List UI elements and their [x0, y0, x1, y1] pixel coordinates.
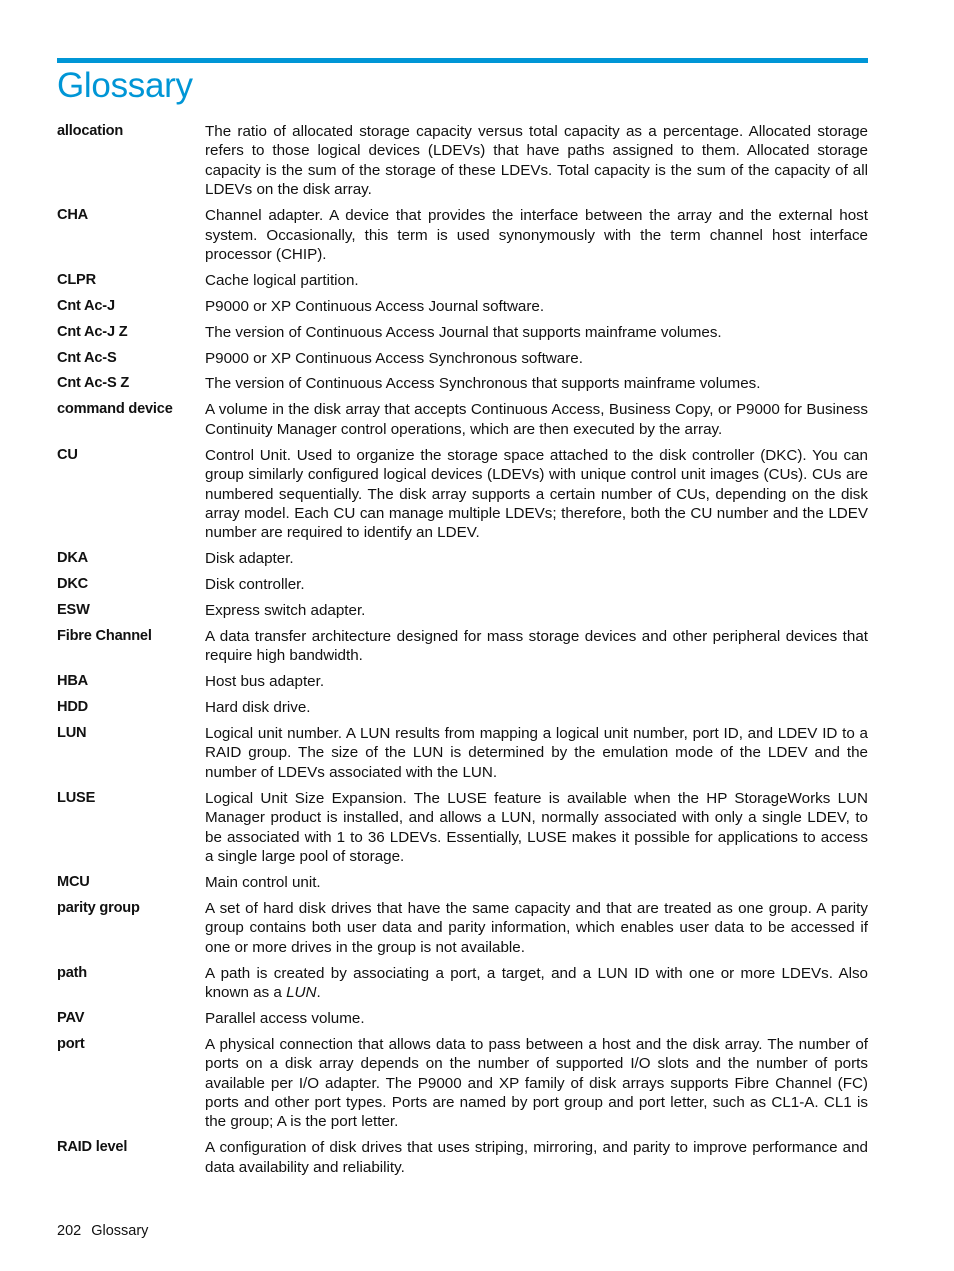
glossary-definition: Host bus adapter.: [205, 673, 325, 691]
glossary-term: Cnt Ac-S Z: [57, 375, 130, 392]
glossary-definition: Channel adapter. A device that provides the interface between the array and the external host system. Occasionally, this term is used synonymously with the term channel host interface processor (CHIP).: [205, 207, 868, 263]
glossary-term: RAID level: [57, 1139, 128, 1156]
glossary-term: CHA: [57, 207, 89, 224]
glossary-entry: [57, 122, 868, 200]
glossary-term: CU: [57, 446, 78, 463]
glossary-entry: [57, 1009, 868, 1028]
glossary-entry: [57, 549, 868, 568]
glossary-entry: [57, 698, 868, 717]
glossary-entry: [57, 297, 868, 316]
page-footer: [57, 1222, 148, 1241]
glossary-entry: [57, 627, 868, 666]
glossary-entry: [57, 575, 868, 594]
page-title: Glossary: [57, 66, 193, 105]
glossary-entry: [57, 206, 868, 264]
glossary-term: command device: [57, 401, 173, 418]
glossary-term: path: [57, 964, 88, 981]
glossary-definition: Control Unit. Used to organize the storage space attached to the disk controller (DKC). You can group similarly configured logical devices (LDEVs) with unique control unit images (CUs). CUs are numbered sequentially. The disk array supports a certain number of CUs, depending on the disk array model. Each CU can manage multiple LDEVs; therefore, both the CU number and the LDEV number are required to identify an LDEV.: [205, 446, 868, 542]
glossary-term: LUN: [57, 725, 87, 742]
glossary-term: allocation: [57, 123, 124, 139]
glossary-term: PAV: [57, 1009, 85, 1026]
glossary-entry: [57, 446, 868, 543]
glossary-term: MCU: [57, 873, 90, 890]
glossary-definition: A set of hard disk drives that have the same capacity and that are treated as one group. A parity group contains both user data and parity information, which enables user data to be accessed if one or more drives in the group is not available.: [205, 899, 868, 956]
glossary-entry: [57, 964, 868, 1003]
glossary-definition: A data transfer architecture designed for mass storage devices and other peripheral devices that require high bandwidth.: [205, 627, 868, 665]
glossary-term: DKA: [57, 550, 89, 567]
glossary-term: Cnt Ac-J: [57, 297, 115, 314]
glossary-entry: [57, 400, 868, 439]
glossary-term: Cnt Ac-J Z: [57, 323, 128, 340]
glossary-entry: [57, 323, 868, 342]
glossary-definition: A volume in the disk array that accepts Continuous Access, Business Copy, or P9000 for Business Continuity Manager control operations, which are then executed by the array.: [205, 401, 868, 438]
glossary-definition: Cache logical partition.: [205, 271, 359, 289]
glossary-definition: Logical Unit Size Expansion. The LUSE feature is available when the HP StorageWorks LUN Manager product is installed, and allows a LUN, normally associated with only a single LDEV, to be associated with 1 to 36 LDEVs. Essentially, LUSE makes it possible for applications to access a single large pool of storage.: [205, 789, 868, 865]
glossary-entry: [57, 873, 868, 892]
glossary-definition: P9000 or XP Continuous Access Synchronous software.: [205, 349, 583, 367]
glossary-definition: A configuration of disk drives that uses striping, mirroring, and parity to improve performance and data availability and reliability.: [205, 1139, 868, 1176]
glossary-definition: Parallel access volume.: [205, 1009, 365, 1027]
glossary-term: Fibre Channel: [57, 627, 152, 644]
glossary-list: [57, 122, 868, 1184]
glossary-term: LUSE: [57, 789, 96, 806]
glossary-definition: The ratio of allocated storage capacity versus total capacity as a percentage. Allocated storage refers to those logical devices (LDEVs) that have paths assigned to them. Allocated storage capacity is the sum of the storage of these LDEVs. Total capacity is the sum of the capacity of all LDEVs on the disk array.: [205, 123, 868, 199]
glossary-entry: [57, 672, 868, 691]
glossary-entry: [57, 724, 868, 782]
glossary-term: HBA: [57, 673, 89, 690]
glossary-definition: The version of Continuous Access Synchronous that supports mainframe volumes.: [205, 375, 761, 393]
cross-reference-term: LUN: [286, 983, 317, 1001]
glossary-definition: Logical unit number. A LUN results from mapping a logical unit number, port ID, and LDEV ID to a RAID group. The size of the LUN is determined by the emulation mode of the LDEV and the number of LDEVs associated with the LUN.: [205, 725, 868, 781]
footer-section-label: Glossary: [91, 1223, 149, 1239]
glossary-term: DKC: [57, 576, 89, 593]
glossary-definition: Express switch adapter.: [205, 602, 366, 620]
glossary-term: parity group: [57, 899, 140, 916]
glossary-definition: A physical connection that allows data to pass between a host and the disk array. The number of ports on a disk array depends on the number of supported I/O slots and the number of ports available per I/O adapter. The P9000 and XP family of disk arrays supports Fibre Channel (FC) ports and other port types. Ports are named by port group and port letter, such as CL1-A. CL1 is the group; A is the port letter.: [205, 1035, 868, 1131]
glossary-entry: [57, 374, 868, 393]
glossary-term: HDD: [57, 699, 89, 716]
glossary-term: port: [57, 1035, 85, 1052]
glossary-entry: [57, 1138, 868, 1177]
page-number: 202: [57, 1223, 82, 1239]
glossary-entry: [57, 1035, 868, 1132]
glossary-definition: Disk adapter.: [205, 550, 294, 568]
glossary-term: ESW: [57, 602, 90, 619]
glossary-entry: [57, 601, 868, 620]
title-rule: [57, 58, 868, 63]
glossary-definition: A path is created by associating a port, a target, and a LUN ID with one or more LDEVs. Also known as a LUN.: [205, 964, 868, 1001]
glossary-definition: Hard disk drive.: [205, 699, 311, 717]
glossary-definition: Disk controller.: [205, 576, 305, 594]
glossary-entry: [57, 349, 868, 368]
glossary-entry: [57, 899, 868, 957]
glossary-entry: [57, 271, 868, 290]
glossary-definition: Main control unit.: [205, 873, 321, 891]
glossary-definition: The version of Continuous Access Journal that supports mainframe volumes.: [205, 323, 722, 341]
glossary-entry: [57, 789, 868, 867]
glossary-term: Cnt Ac-S: [57, 349, 117, 366]
glossary-term: CLPR: [57, 271, 96, 288]
glossary-definition: P9000 or XP Continuous Access Journal software.: [205, 297, 545, 315]
